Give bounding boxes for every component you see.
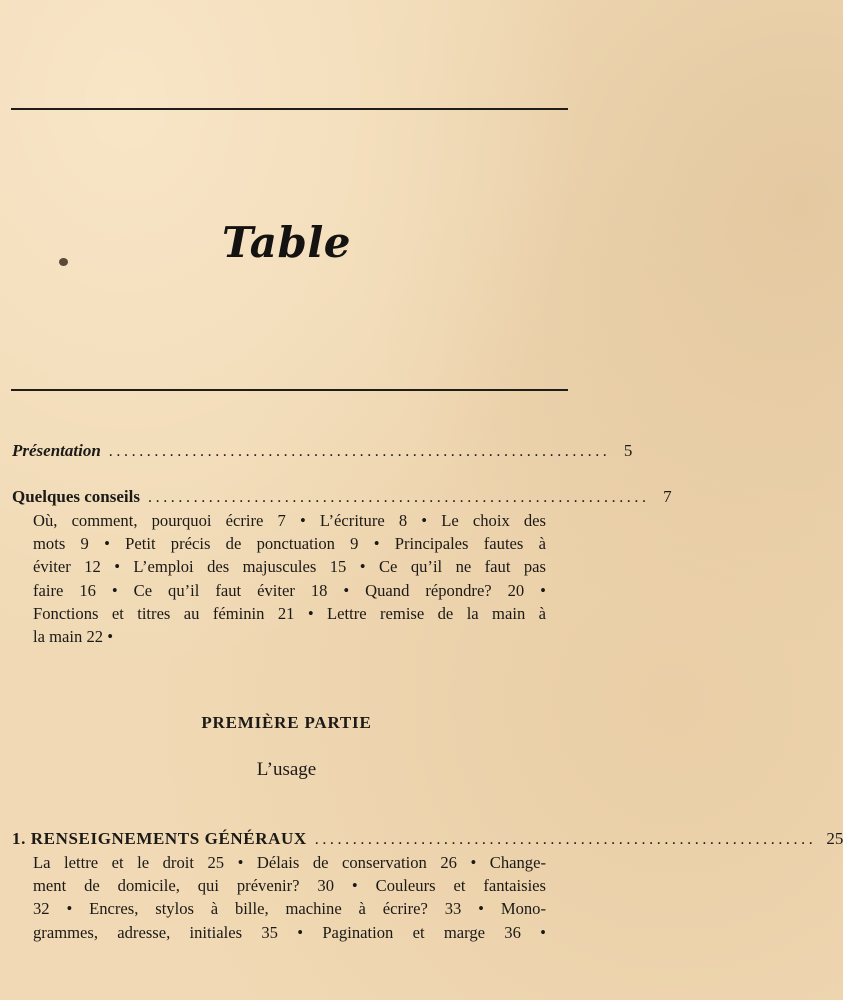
toc-entry-title: Présentation: [12, 441, 101, 460]
top-rule: [11, 108, 568, 110]
toc-entry-description: [33, 509, 546, 648]
description-line: Où, comment, pourquoi écrire 7 • L’écriture 8 • Le choix des: [33, 511, 546, 530]
description-line: ment de domicile, qui prévenir? 30 • Couleurs et fantaisies: [33, 876, 546, 896]
toc-entry-chapter-1[interactable]: [12, 828, 843, 850]
description-line: grammes, adresse, initiales 35 • Pagination et marge 36 •: [33, 922, 546, 942]
toc-leader-dots: ..................................................................: [148, 489, 650, 506]
description-line: Fonctions et titres au féminin 21 • Lettre remise de la main à: [33, 603, 546, 623]
description-line: La lettre et le droit 25 • Délais de conservation 26 • Change-: [33, 853, 546, 872]
toc-leader-dots: ..................................................................: [314, 831, 817, 848]
toc-entry-quelques-conseils[interactable]: [12, 486, 672, 508]
page-title: Table: [222, 218, 351, 267]
toc-page-number: 25: [826, 829, 843, 848]
toc-entry-title: Quelques conseils: [12, 487, 140, 506]
part-label: PREMIÈRE PARTIE: [201, 713, 372, 732]
description-line: faire 16 • Ce qu’il faut éviter 18 • Quand répondre? 20 •: [33, 580, 546, 600]
toc-page-number: 7: [663, 487, 672, 506]
description-line: mots 9 • Petit précis de ponctuation 9 • Principales fautes à: [33, 534, 546, 554]
toc-entry-description: [33, 851, 546, 944]
toc-leader-dots: ..................................................................: [108, 443, 611, 460]
ink-spot: [59, 258, 68, 266]
toc-entry-title: 1. RENSEIGNEMENTS GÉNÉRAUX: [12, 829, 307, 848]
part-title: L’usage: [256, 759, 317, 780]
description-line: 32 • Encres, stylos à bille, machine à écrire? 33 • Mono-: [33, 899, 546, 919]
toc-entry-presentation[interactable]: [12, 440, 633, 462]
toc-page-number: 5: [623, 441, 633, 460]
description-line: éviter 12 • L’emploi des majuscules 15 • Ce qu’il ne faut pas: [33, 557, 546, 577]
bottom-rule: [11, 389, 568, 391]
description-line: la main 22 •: [33, 627, 114, 647]
